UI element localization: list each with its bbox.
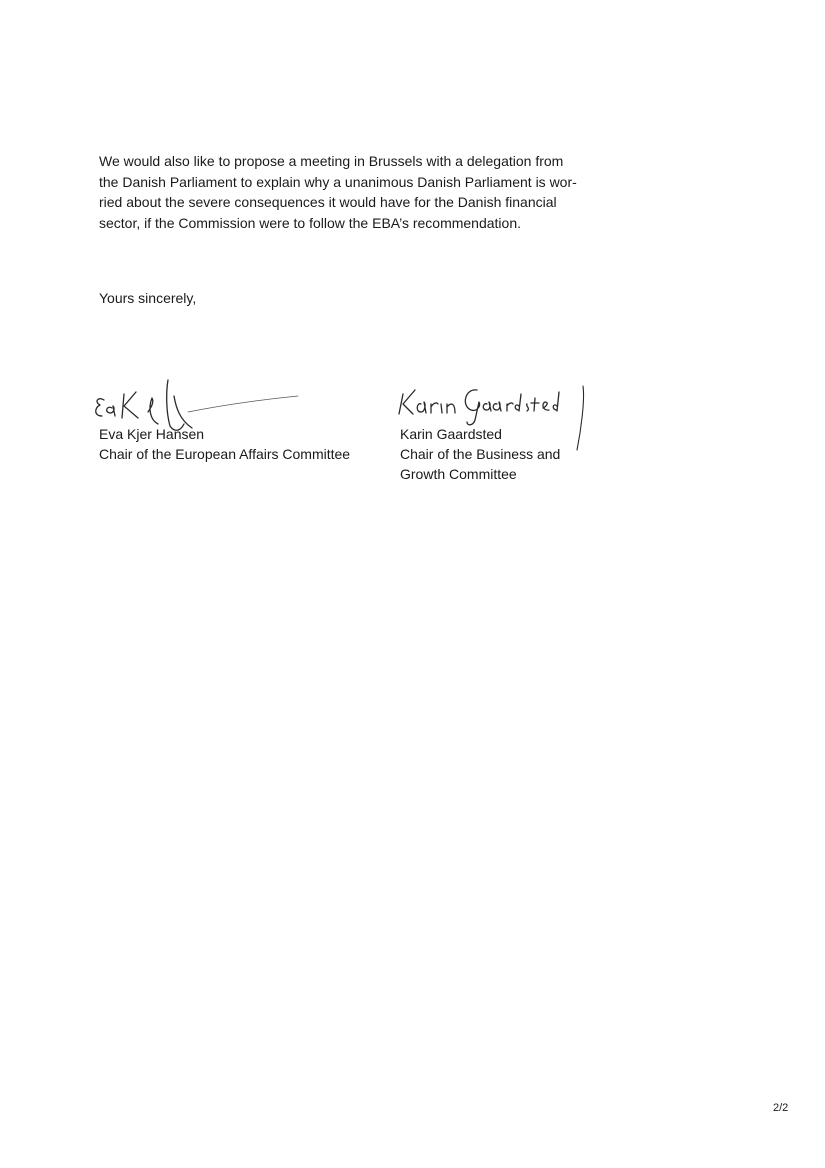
page-number: 2/2 — [773, 1102, 789, 1114]
signatory-name: Eva Kjer Hansen — [99, 426, 205, 442]
signatory-name: Karin Gaardsted — [400, 426, 502, 442]
signatory-left — [99, 424, 350, 464]
paragraph-line: the Danish Parliament to explain why a unanimous Danish Parliament is wor- — [99, 173, 577, 190]
body-paragraph — [99, 151, 599, 233]
paragraph-line: sector, if the Commission were to follow the EBA’s recommendation. — [99, 214, 521, 231]
paragraph-line: We would also like to propose a meeting in Brussels with a delegation from — [99, 153, 564, 169]
signatory-title: Chair of the European Affairs Committee — [99, 446, 351, 462]
signatory-title: Chair of the Business and — [400, 446, 561, 462]
closing-salutation: Yours sincerely, — [99, 290, 197, 306]
paragraph-line: ried about the severe consequences it would have for the Danish financial — [99, 194, 557, 210]
signatory-title: Growth Committee — [400, 466, 517, 482]
signatory-right — [400, 424, 560, 484]
